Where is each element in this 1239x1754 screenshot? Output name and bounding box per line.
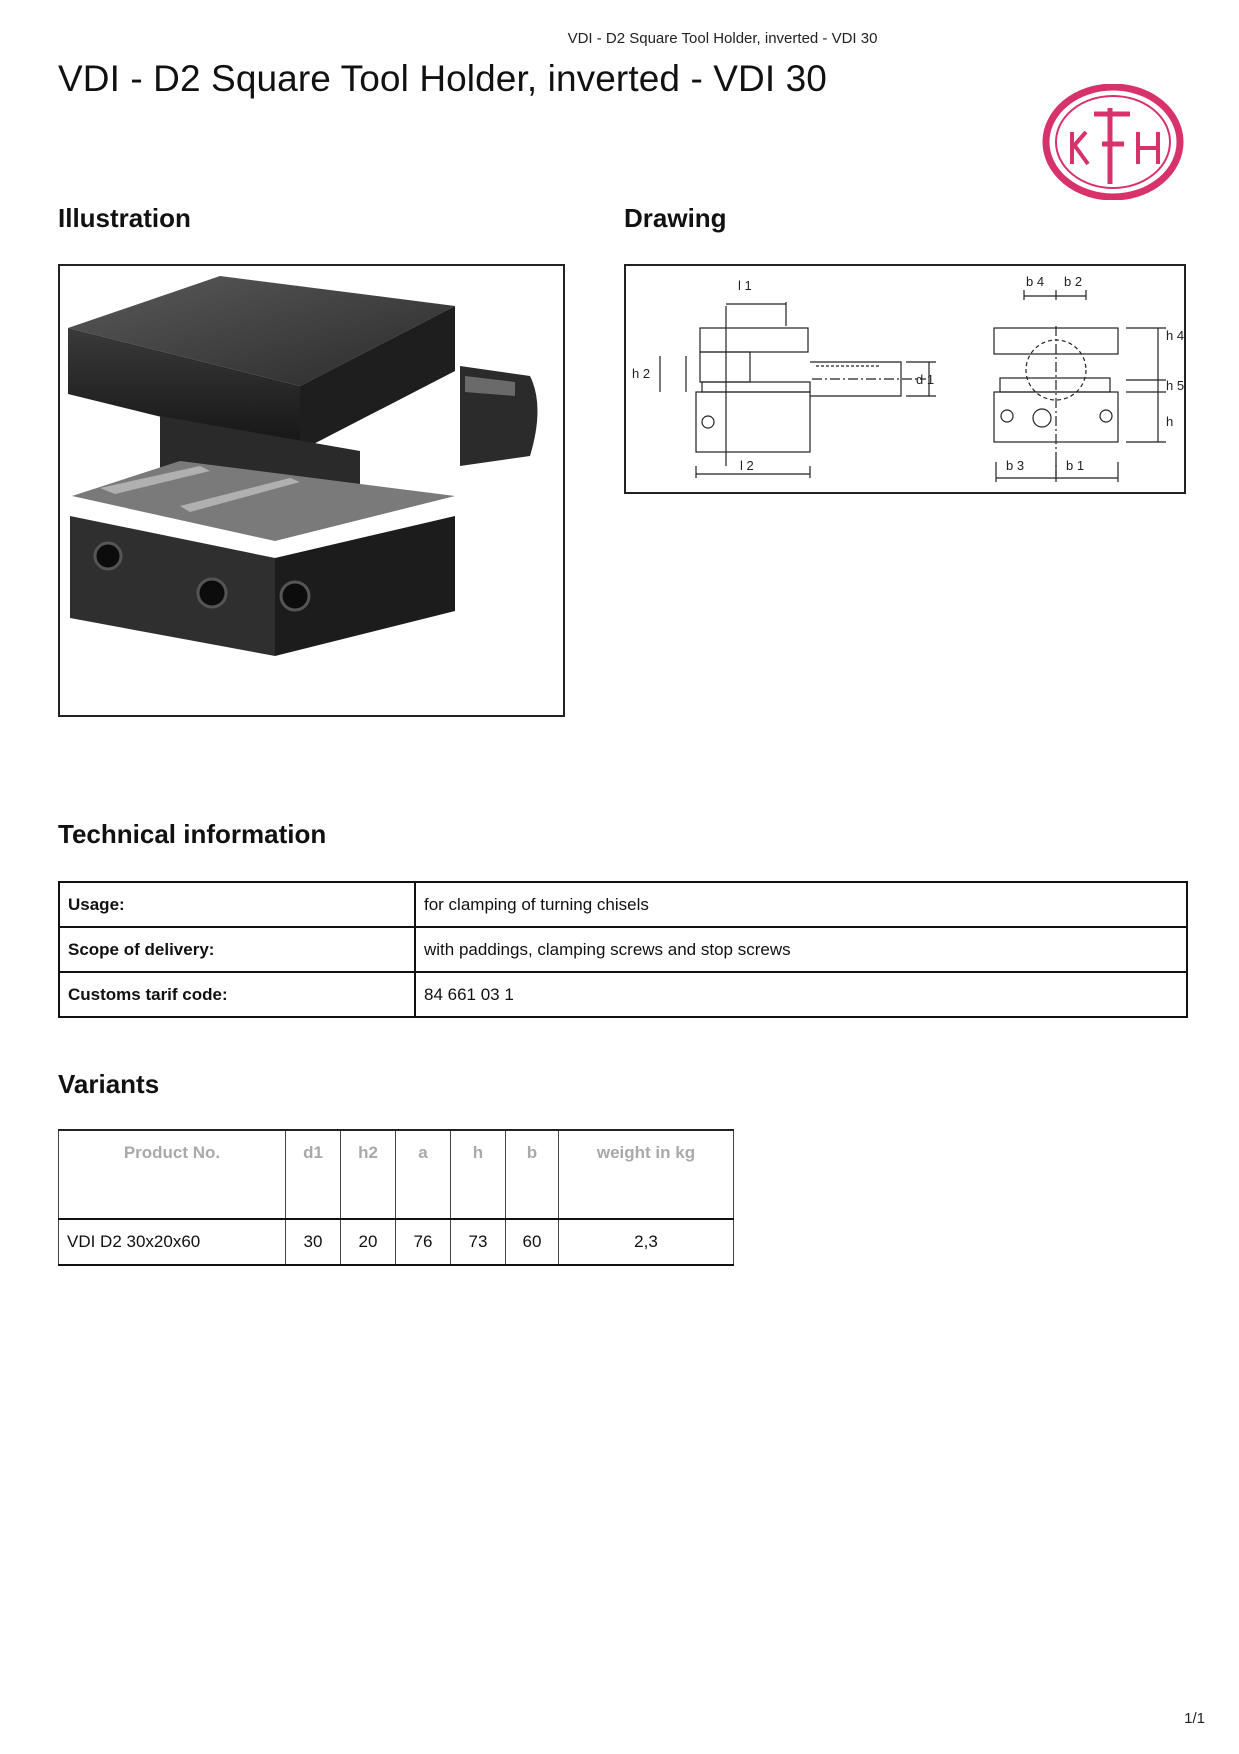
cell-weight: 2,3 — [559, 1219, 734, 1265]
running-header-text: VDI - D2 Square Tool Holder, inverted - VDI 30 — [567, 30, 878, 47]
dim-b2: b 2 — [1064, 274, 1083, 289]
dim-b1: b 1 — [1066, 458, 1085, 473]
col-h: h — [451, 1130, 506, 1219]
variants-heading: Variants — [58, 1069, 160, 1099]
cell-h: 73 — [451, 1219, 506, 1265]
dim-d1: d 1 — [916, 372, 935, 387]
col-weight: weight in kg — [559, 1130, 734, 1219]
running-header — [0, 30, 1239, 47]
col-b: b — [506, 1130, 559, 1219]
dim-l1: l 1 — [738, 278, 752, 293]
variants-table — [58, 1129, 734, 1266]
cell-d1: 30 — [286, 1219, 341, 1265]
drawing-frame — [624, 264, 1186, 494]
dim-h4: h 4 — [1166, 328, 1184, 343]
tech-value: with paddings, clamping screws and stop screws — [415, 927, 1187, 972]
tech-value: for clamping of turning chisels — [415, 882, 1187, 927]
dim-l2: l 2 — [740, 458, 754, 473]
kfh-logo — [1042, 84, 1184, 200]
illustration-heading: Illustration — [58, 203, 191, 233]
table-row — [59, 972, 1187, 1017]
dim-h: h — [1166, 414, 1174, 429]
cell-b: 60 — [506, 1219, 559, 1265]
col-h2: h2 — [341, 1130, 396, 1219]
tool-holder-photo — [60, 266, 563, 715]
drawing-heading: Drawing — [624, 203, 727, 233]
col-product-no: Product No. — [59, 1130, 286, 1219]
table-row — [59, 1219, 734, 1265]
dim-b4: b 4 — [1026, 274, 1045, 289]
variants-header-row — [59, 1130, 734, 1219]
illustration-frame — [58, 264, 565, 717]
dim-b3: b 3 — [1006, 458, 1025, 473]
col-d1: d1 — [286, 1130, 341, 1219]
cell-product-no: VDI D2 30x20x60 — [59, 1219, 286, 1265]
tech-label: Customs tarif code: — [59, 972, 415, 1017]
cell-a: 76 — [396, 1219, 451, 1265]
tech-label: Usage: — [59, 882, 415, 927]
col-a: a — [396, 1130, 451, 1219]
table-row — [59, 927, 1187, 972]
table-row — [59, 882, 1187, 927]
tech-label: Scope of delivery: — [59, 927, 415, 972]
page-number: 1/1 — [1184, 1710, 1205, 1727]
cell-h2: 20 — [341, 1219, 396, 1265]
dim-h5: h 5 — [1166, 378, 1184, 393]
dim-h2: h 2 — [632, 366, 651, 381]
technical-info-heading: Technical information — [58, 819, 327, 849]
technical-drawing — [626, 266, 1184, 492]
tech-value: 84 661 03 1 — [415, 972, 1187, 1017]
technical-info-table — [58, 881, 1188, 1018]
page-title: VDI - D2 Square Tool Holder, inverted - VDI 30 — [58, 58, 827, 99]
